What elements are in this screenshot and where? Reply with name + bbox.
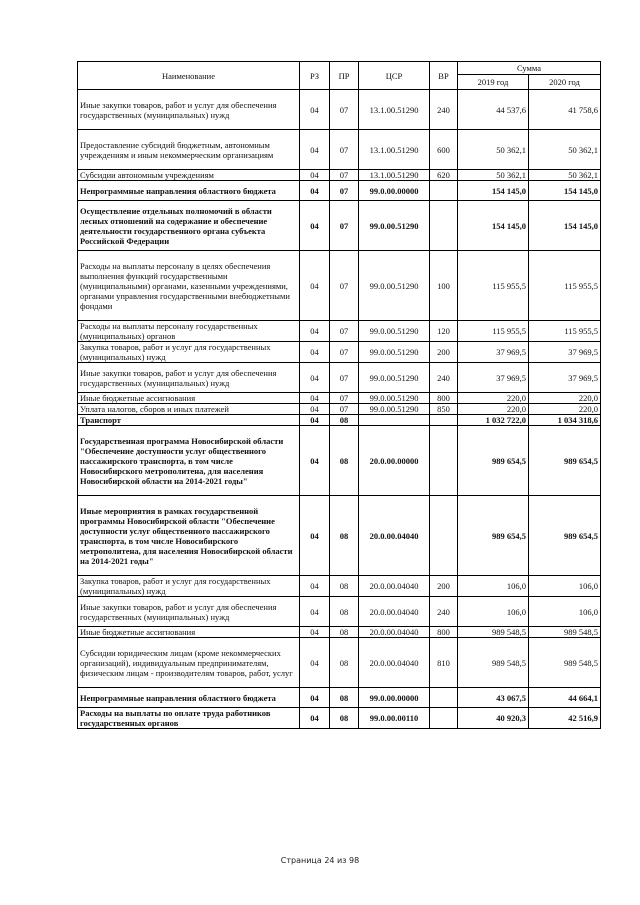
row-csr: 20.0.00.04040	[359, 638, 430, 688]
row-sum-2019: 220,0	[458, 393, 529, 404]
row-vr	[430, 201, 458, 251]
table-row	[78, 597, 601, 627]
row-csr: 99.0.00.51290	[359, 321, 430, 342]
row-rz: 04	[300, 496, 330, 576]
row-sum-2020: 989 548,5	[529, 627, 601, 638]
row-sum-2019: 115 955,5	[458, 251, 529, 321]
row-rz: 04	[300, 404, 330, 415]
table-body	[78, 90, 601, 729]
row-name: Расходы на выплаты по оплате труда работников государственных органов	[78, 708, 300, 729]
header-vr: ВР	[430, 62, 458, 90]
row-pr: 07	[330, 130, 359, 170]
row-sum-2020: 50 362,1	[529, 130, 601, 170]
row-vr: 200	[430, 342, 458, 363]
row-name: Иные закупки товаров, работ и услуг для обеспечения государственных (муниципальных) нужд	[78, 597, 300, 627]
table-row	[78, 638, 601, 688]
row-vr: 850	[430, 404, 458, 415]
row-rz: 04	[300, 90, 330, 130]
row-name: Транспорт	[78, 415, 300, 426]
row-pr: 07	[330, 251, 359, 321]
row-rz: 04	[300, 130, 330, 170]
row-rz: 04	[300, 342, 330, 363]
row-name: Иные бюджетные ассигнования	[78, 627, 300, 638]
row-pr: 07	[330, 393, 359, 404]
row-csr: 99.0.00.51290	[359, 393, 430, 404]
row-pr: 07	[330, 201, 359, 251]
row-csr: 20.0.00.04040	[359, 597, 430, 627]
row-csr: 99.0.00.51290	[359, 201, 430, 251]
table-row	[78, 627, 601, 638]
header-year-2020: 2020 год	[529, 75, 601, 90]
page-number: Страница 24 из 98	[280, 856, 360, 865]
row-sum-2020: 220,0	[529, 404, 601, 415]
row-rz: 04	[300, 251, 330, 321]
row-vr: 240	[430, 90, 458, 130]
row-sum-2020: 115 955,5	[529, 251, 601, 321]
row-sum-2019: 106,0	[458, 576, 529, 597]
table-row	[78, 415, 601, 426]
header-rz: РЗ	[300, 62, 330, 90]
table-row	[78, 342, 601, 363]
row-name: Непрограммные направления областного бюджета	[78, 688, 300, 708]
row-rz: 04	[300, 321, 330, 342]
row-sum-2019: 43 067,5	[458, 688, 529, 708]
row-sum-2020: 154 145,0	[529, 181, 601, 201]
row-pr: 08	[330, 415, 359, 426]
row-sum-2019: 50 362,1	[458, 130, 529, 170]
row-rz: 04	[300, 688, 330, 708]
row-vr: 800	[430, 627, 458, 638]
row-name: Субсидии юридическим лицам (кроме некоммерческих организаций), индивидуальным предпринимателям, физическим лицам - производителям товаров, работ, услуг	[78, 638, 300, 688]
row-sum-2020: 42 516,9	[529, 708, 601, 729]
row-pr: 08	[330, 496, 359, 576]
row-sum-2019: 106,0	[458, 597, 529, 627]
table-row	[78, 688, 601, 708]
row-name: Непрограммные направления областного бюджета	[78, 181, 300, 201]
row-pr: 07	[330, 342, 359, 363]
row-vr: 120	[430, 321, 458, 342]
row-rz: 04	[300, 597, 330, 627]
row-pr: 07	[330, 170, 359, 181]
table-row	[78, 426, 601, 496]
row-sum-2020: 50 362,1	[529, 170, 601, 181]
row-rz: 04	[300, 708, 330, 729]
row-rz: 04	[300, 363, 330, 393]
row-csr: 99.0.00.51290	[359, 251, 430, 321]
row-csr: 99.0.00.00000	[359, 181, 430, 201]
row-csr: 20.0.00.04040	[359, 496, 430, 576]
table-row	[78, 363, 601, 393]
row-vr: 200	[430, 576, 458, 597]
row-rz: 04	[300, 170, 330, 181]
row-pr: 08	[330, 627, 359, 638]
header-pr: ПР	[330, 62, 359, 90]
table-row	[78, 404, 601, 415]
row-pr: 08	[330, 688, 359, 708]
row-vr: 620	[430, 170, 458, 181]
row-rz: 04	[300, 426, 330, 496]
row-sum-2020: 106,0	[529, 576, 601, 597]
row-rz: 04	[300, 627, 330, 638]
row-sum-2020: 1 034 318,6	[529, 415, 601, 426]
row-sum-2019: 154 145,0	[458, 201, 529, 251]
row-pr: 08	[330, 576, 359, 597]
row-vr: 100	[430, 251, 458, 321]
row-name: Иные мероприятия в рамках государственной программы Новосибирской области "Обеспечение доступности услуг общественного пассажирского транспорта, в том числе Новосибирского метрополитена, для населения Новосибирской области на 2014-2021 годы"	[78, 496, 300, 576]
row-sum-2020: 154 145,0	[529, 201, 601, 251]
row-pr: 08	[330, 708, 359, 729]
row-sum-2020: 989 548,5	[529, 638, 601, 688]
row-csr: 99.0.00.00000	[359, 688, 430, 708]
row-vr	[430, 426, 458, 496]
row-pr: 08	[330, 638, 359, 688]
header-csr: ЦСР	[359, 62, 430, 90]
row-sum-2020: 106,0	[529, 597, 601, 627]
row-sum-2019: 37 969,5	[458, 342, 529, 363]
row-rz: 04	[300, 201, 330, 251]
row-rz: 04	[300, 415, 330, 426]
row-vr: 800	[430, 393, 458, 404]
row-vr: 240	[430, 597, 458, 627]
row-sum-2019: 44 537,6	[458, 90, 529, 130]
row-sum-2019: 220,0	[458, 404, 529, 415]
row-pr: 08	[330, 426, 359, 496]
row-rz: 04	[300, 181, 330, 201]
table-row	[78, 90, 601, 130]
row-pr: 07	[330, 181, 359, 201]
row-sum-2019: 989 654,5	[458, 426, 529, 496]
row-name: Иные закупки товаров, работ и услуг для обеспечения государственных (муниципальных) нужд	[78, 90, 300, 130]
row-sum-2019: 115 955,5	[458, 321, 529, 342]
row-sum-2019: 37 969,5	[458, 363, 529, 393]
table-row	[78, 201, 601, 251]
row-csr: 13.1.00.51290	[359, 130, 430, 170]
row-sum-2020: 115 955,5	[529, 321, 601, 342]
row-csr: 99.0.00.00110	[359, 708, 430, 729]
table-row	[78, 130, 601, 170]
row-sum-2020: 989 654,5	[529, 426, 601, 496]
row-sum-2019: 989 548,5	[458, 627, 529, 638]
row-sum-2019: 40 920,3	[458, 708, 529, 729]
row-pr: 07	[330, 363, 359, 393]
budget-table	[77, 61, 601, 729]
row-sum-2019: 1 032 722,0	[458, 415, 529, 426]
row-name: Уплата налогов, сборов и иных платежей	[78, 404, 300, 415]
table-row	[78, 181, 601, 201]
row-sum-2019: 50 362,1	[458, 170, 529, 181]
row-csr: 20.0.00.04040	[359, 576, 430, 597]
header-sum: Сумма	[458, 62, 601, 75]
header-name: Наименование	[78, 62, 300, 90]
row-name: Закупка товаров, работ и услуг для государственных (муниципальных) нужд	[78, 342, 300, 363]
row-vr: 600	[430, 130, 458, 170]
row-vr	[430, 688, 458, 708]
table-row	[78, 576, 601, 597]
row-csr	[359, 415, 430, 426]
row-rz: 04	[300, 638, 330, 688]
row-rz: 04	[300, 576, 330, 597]
table-row	[78, 170, 601, 181]
table-row	[78, 496, 601, 576]
row-sum-2020: 41 758,6	[529, 90, 601, 130]
row-name: Расходы на выплаты персоналу государственных (муниципальных) органов	[78, 321, 300, 342]
row-rz: 04	[300, 393, 330, 404]
row-name: Предоставление субсидий бюджетным, автономным учреждениям и иным некоммерческим организациям	[78, 130, 300, 170]
row-csr: 99.0.00.51290	[359, 342, 430, 363]
row-vr	[430, 496, 458, 576]
table-row	[78, 251, 601, 321]
row-name: Субсидии автономным учреждениям	[78, 170, 300, 181]
row-csr: 13.1.00.51290	[359, 170, 430, 181]
row-sum-2020: 37 969,5	[529, 342, 601, 363]
row-name: Иные бюджетные ассигнования	[78, 393, 300, 404]
header-year-2019: 2019 год	[458, 75, 529, 90]
table-row	[78, 708, 601, 729]
row-csr: 20.0.00.00000	[359, 426, 430, 496]
row-vr	[430, 181, 458, 201]
row-vr	[430, 708, 458, 729]
row-sum-2020: 220,0	[529, 393, 601, 404]
row-name: Расходы на выплаты персоналу в целях обеспечения выполнения функций государственными (муниципальными) органами, казенными учреждениями, органами управления государственными внебюджетными фондами	[78, 251, 300, 321]
table-row	[78, 393, 601, 404]
row-csr: 20.0.00.04040	[359, 627, 430, 638]
row-csr: 99.0.00.51290	[359, 404, 430, 415]
row-name: Иные закупки товаров, работ и услуг для обеспечения государственных (муниципальных) нужд	[78, 363, 300, 393]
row-csr: 99.0.00.51290	[359, 363, 430, 393]
row-name: Закупка товаров, работ и услуг для государственных (муниципальных) нужд	[78, 576, 300, 597]
row-vr: 810	[430, 638, 458, 688]
row-pr: 07	[330, 90, 359, 130]
row-sum-2020: 989 654,5	[529, 496, 601, 576]
table-row	[78, 321, 601, 342]
row-sum-2019: 989 654,5	[458, 496, 529, 576]
row-pr: 08	[330, 597, 359, 627]
row-name: Осуществление отдельных полномочий в области лесных отношений на содержание и обеспечение деятельности государственного органа субъекта Российской Федерации	[78, 201, 300, 251]
row-csr: 13.1.00.51290	[359, 90, 430, 130]
row-vr	[430, 415, 458, 426]
row-sum-2020: 44 664,1	[529, 688, 601, 708]
row-sum-2020: 37 969,5	[529, 363, 601, 393]
row-name: Государственная программа Новосибирской области "Обеспечение доступности услуг общественного пассажирского транспорта, в том числе Новосибирского метрополитена, для населения Новосибирской области на 2014-2021 годы"	[78, 426, 300, 496]
row-pr: 07	[330, 404, 359, 415]
row-sum-2019: 989 548,5	[458, 638, 529, 688]
row-pr: 07	[330, 321, 359, 342]
row-sum-2019: 154 145,0	[458, 181, 529, 201]
row-vr: 240	[430, 363, 458, 393]
